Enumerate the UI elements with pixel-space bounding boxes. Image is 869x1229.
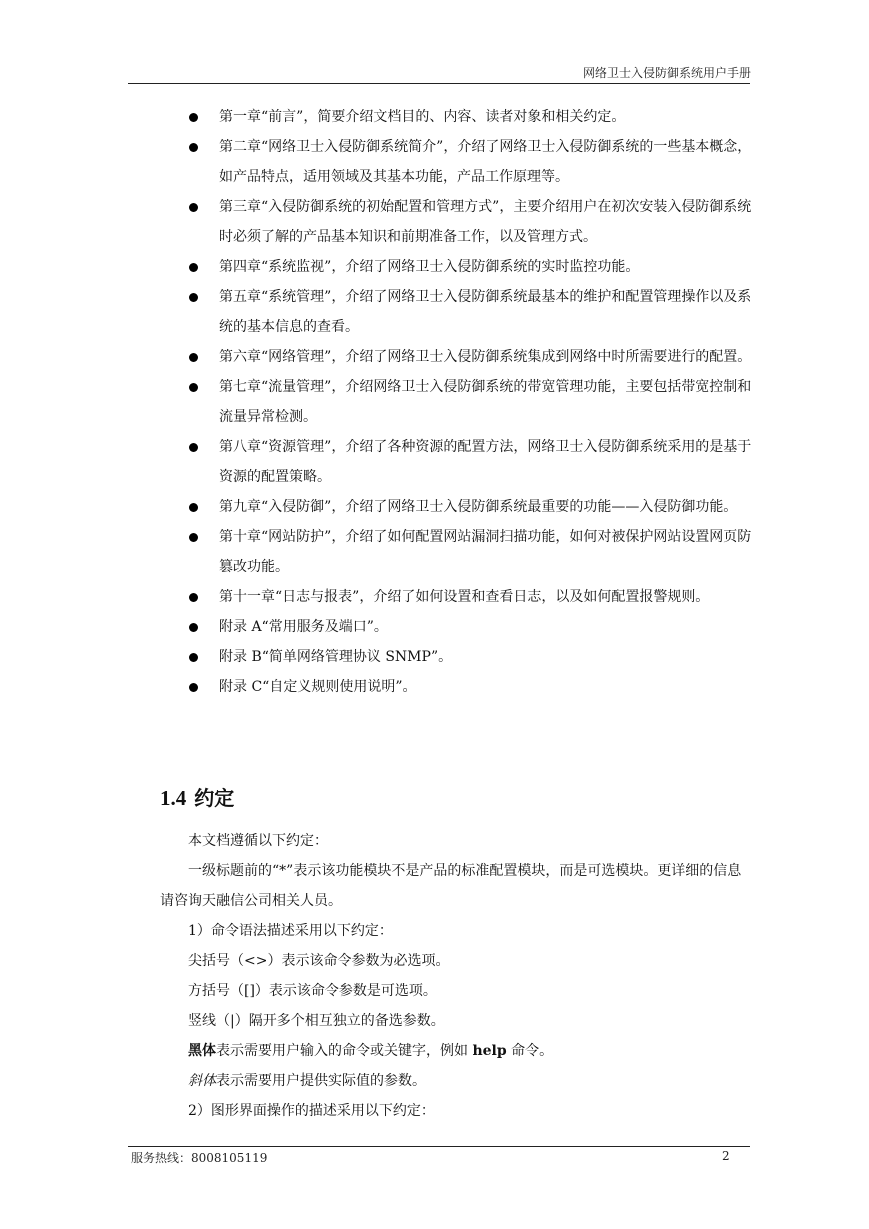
- bullet-icon: [189, 203, 198, 212]
- bullet-icon: [189, 293, 198, 302]
- paragraph-text: 表示需要用户输入的命令或关键字，例如: [216, 1043, 473, 1059]
- header-title: 网络卫士入侵防御系统用户手册: [582, 66, 751, 80]
- list-item-text: 第八章“资源管理”，介绍了各种资源的配置方法，网络卫士入侵防御系统采用的是基于资源的配置策略。: [219, 439, 752, 485]
- bullet-icon: [189, 113, 198, 122]
- list-item: [186, 192, 752, 252]
- paragraph: 尖括号（<>）表示该命令参数为必选项。: [188, 953, 450, 969]
- list-item: [186, 342, 752, 372]
- list-item-text: 第四章“系统监视”，介绍了网络卫士入侵防御系统的实时监控功能。: [219, 259, 640, 275]
- paragraph: 1）命令语法描述采用以下约定：: [188, 923, 393, 939]
- bullet-icon: [189, 263, 198, 272]
- command-keyword: help: [472, 1043, 507, 1059]
- section-heading: [160, 782, 234, 811]
- bullet-icon: [189, 353, 198, 362]
- bullet-icon: [189, 143, 198, 152]
- section-number: 1.4: [160, 786, 187, 810]
- bullet-icon: [189, 593, 198, 602]
- bullet-icon: [189, 533, 198, 542]
- bullet-icon: [189, 443, 198, 452]
- bullet-icon: [189, 623, 198, 632]
- list-item: [186, 132, 752, 192]
- list-item: [186, 582, 752, 612]
- header-rule: [128, 83, 750, 84]
- bullet-icon: [189, 653, 198, 662]
- list-item-text: 第十章“网站防护”，介绍了如何配置网站漏洞扫描功能，如何对被保护网站设置网页防篡改功能。: [219, 529, 752, 575]
- service-hotline: 服务热线：8008105119: [131, 1151, 268, 1165]
- list-item-text: 第一章“前言”，简要介绍文档目的、内容、读者对象和相关约定。: [219, 109, 626, 125]
- chapter-list: [186, 102, 752, 702]
- list-item-text: 第六章“网络管理”，介绍了网络卫士入侵防御系统集成到网络中时所需要进行的配置。: [219, 349, 752, 365]
- list-item: [186, 672, 752, 702]
- list-item: [186, 372, 752, 432]
- italic-term: 斜体: [188, 1073, 216, 1089]
- list-item-text: 第十一章“日志与报表”，介绍了如何设置和查看日志，以及如何配置报警规则。: [219, 589, 710, 605]
- paragraph: 本文档遵循以下约定：: [188, 833, 328, 849]
- bullet-icon: [189, 683, 198, 692]
- paragraph-text: 命令。: [506, 1043, 554, 1059]
- paragraph: 一级标题前的“*”表示该功能模块不是产品的标准配置模块，而是可选模块。更详细的信息请咨询天融信公司相关人员。: [160, 863, 742, 909]
- list-item-text: 第九章“入侵防御”，介绍了网络卫士入侵防御系统最重要的功能——入侵防御功能。: [219, 499, 738, 515]
- list-item: [186, 252, 752, 282]
- list-item-text: 第七章“流量管理”，介绍网络卫士入侵防御系统的带宽管理功能，主要包括带宽控制和流量异常检测。: [219, 379, 752, 425]
- footer-rule: [128, 1146, 750, 1147]
- list-item-text: 附录 A“常用服务及端口”。: [219, 619, 388, 635]
- list-item-text: 第二章“网络卫士入侵防御系统简介”，介绍了网络卫士入侵防御系统的一些基本概念，如产品特点，适用领域及其基本功能，产品工作原理等。: [219, 139, 752, 185]
- list-item: [186, 432, 752, 492]
- list-item-text: 第五章“系统管理”，介绍了网络卫士入侵防御系统最基本的维护和配置管理操作以及系统的基本信息的查看。: [219, 289, 752, 335]
- bold-term: 黑体: [188, 1043, 216, 1059]
- list-item-text: 附录 B“简单网络管理协议 SNMP”。: [219, 649, 453, 665]
- paragraph: [160, 1066, 750, 1096]
- paragraph: [160, 1036, 750, 1066]
- list-item-text: 第三章“入侵防御系统的初始配置和管理方式”，主要介绍用户在初次安装入侵防御系统时必须了解的产品基本知识和前期准备工作，以及管理方式。: [219, 199, 752, 245]
- section-title: 约定: [194, 786, 235, 810]
- bullet-icon: [189, 383, 198, 392]
- paragraph-text: 表示需要用户提供实际值的参数。: [216, 1073, 426, 1089]
- list-item: [186, 522, 752, 582]
- bullet-icon: [189, 503, 198, 512]
- list-item-text: 附录 C“自定义规则使用说明”。: [219, 679, 417, 695]
- list-item: [186, 102, 752, 132]
- list-item: [186, 612, 752, 642]
- paragraph: 方括号（[]）表示该命令参数是可选项。: [188, 983, 437, 999]
- list-item: [186, 642, 752, 672]
- page-number: 2: [722, 1149, 730, 1163]
- paragraph: 竖线（|）隔开多个相互独立的备选参数。: [188, 1013, 445, 1029]
- paragraph: 2）图形界面操作的描述采用以下约定：: [188, 1103, 435, 1119]
- list-item: [186, 282, 752, 342]
- conventions-body: [160, 826, 750, 1126]
- list-item: [186, 492, 752, 522]
